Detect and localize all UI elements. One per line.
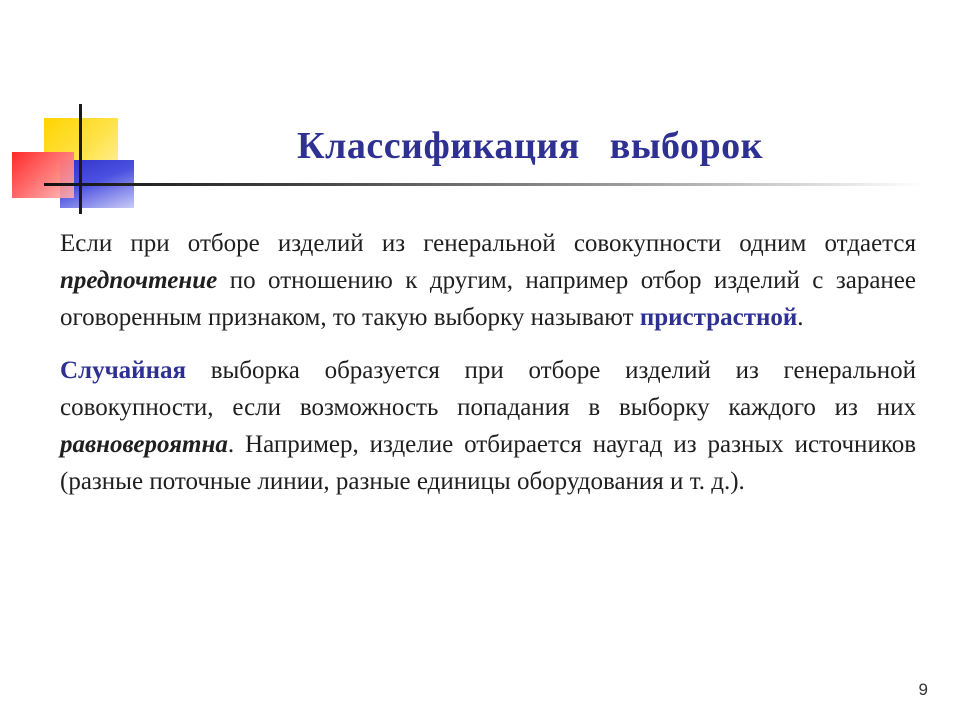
term-biased: пристрастной [639, 304, 798, 331]
term-random: Случайная [60, 357, 187, 384]
paragraph2-text-1: выборка образуется при отборе изделий из генеральной совокупности, если возможность попадания в выборку каждого из них [60, 357, 916, 421]
paragraph-random-sample [60, 352, 916, 500]
paragraph1-text-3: . [797, 304, 804, 331]
emphasis-preference: предпочтение [60, 267, 218, 294]
slide-body [60, 225, 916, 516]
paragraph2-text-2: . Например, изделие отбирается наугад из разных источников (разные поточные линии, разные единицы оборудования и т. д.). [60, 431, 916, 495]
title-underline [44, 183, 924, 186]
paragraph1-text-2: по отношению к другим, например отбор изделий с заранее оговоренным признаком, то такую выборку называют [60, 267, 916, 331]
slide-title: Классификация выборок [296, 125, 764, 167]
page-number: 9 [918, 680, 928, 699]
emphasis-equiprobable: равновероятна [60, 431, 228, 458]
paragraph-biased-sample [60, 225, 916, 336]
paragraph1-text-1: Если при отборе изделий из генеральной совокупности одним отдается [60, 230, 916, 257]
